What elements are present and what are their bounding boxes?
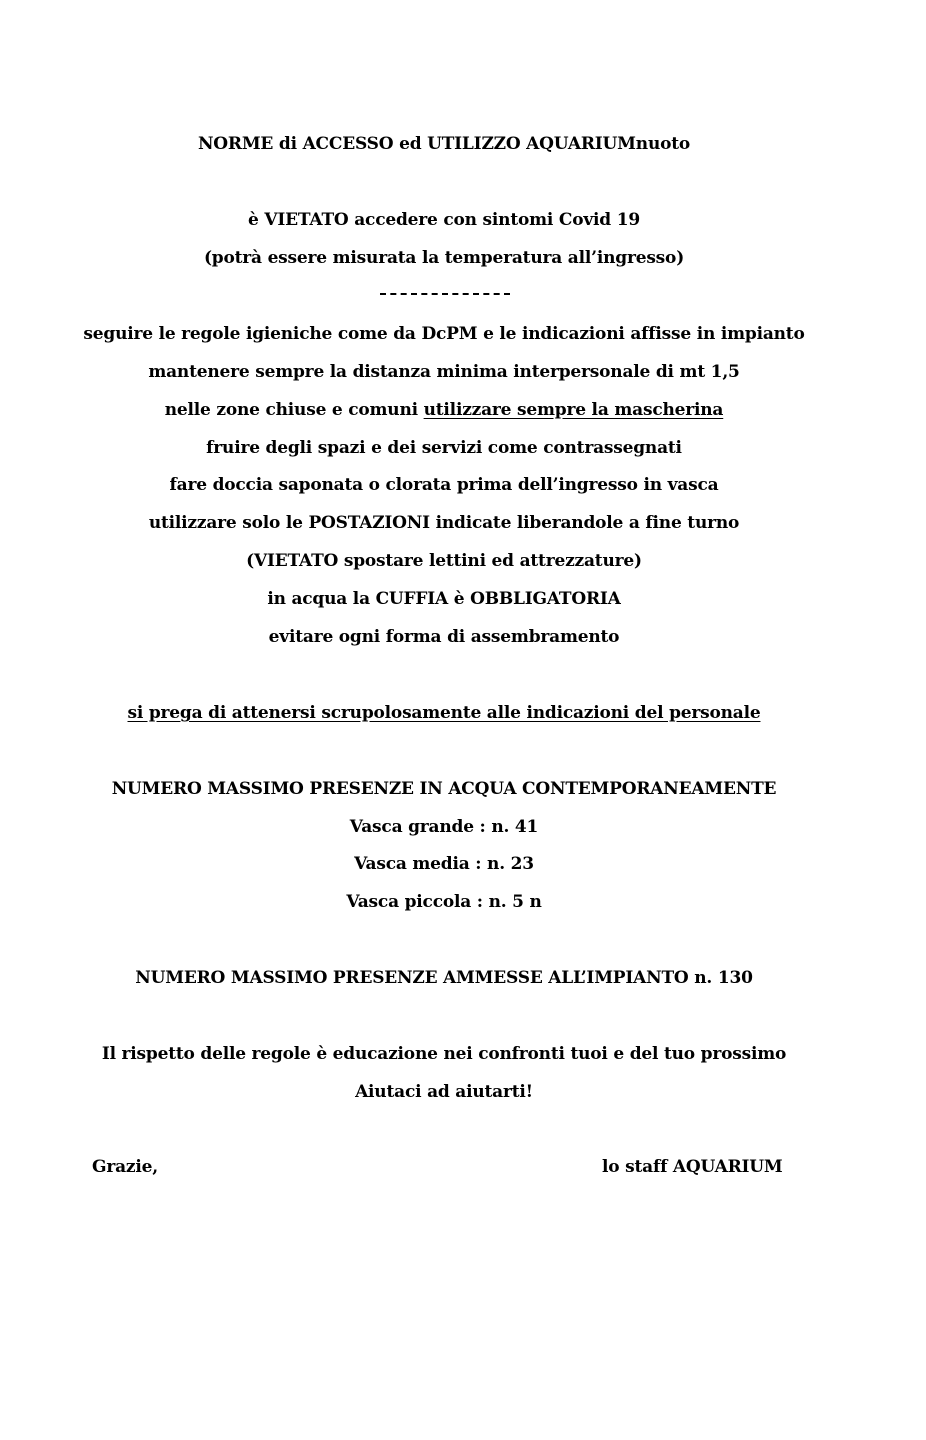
max-in-water-heading: NUMERO MASSIMO PRESENZE IN ACQUA CONTEMPORANEAMENTE (111, 779, 777, 799)
temperature-note: (potrà essere misurata la temperatura all’ingresso) (203, 248, 685, 268)
separator-dashes (380, 293, 510, 295)
covid-ban-line: è VIETATO accedere con sintomi Covid 19 (248, 210, 640, 230)
mask-rule-line (0, 399, 888, 421)
rule-line: seguire le regole igieniche come da DcPM e le indicazioni affisse in impianto (83, 324, 805, 344)
rule-line: fare doccia saponata o clorata prima dell’ingresso in vasca (169, 475, 719, 495)
help-line: Aiutaci ad aiutarti! (355, 1082, 533, 1102)
pool-capacity-large: Vasca grande : n. 41 (349, 817, 539, 837)
rule-line: mantenere sempre la distanza minima interpersonale di mt 1,5 (148, 362, 740, 382)
rule-line: utilizzare solo le POSTAZIONI indicate liberandole a fine turno (148, 513, 740, 533)
mask-rule-underlined: utilizzare sempre la mascherina (423, 400, 724, 420)
pool-capacity-medium: Vasca media : n. 23 (354, 854, 534, 874)
staff-instructions: si prega di attenersi scrupolosamente alle indicazioni del personale (127, 703, 761, 723)
rule-line: in acqua la CUFFIA è OBBLIGATORIA (267, 589, 621, 609)
thanks-text: Grazie, (92, 1157, 158, 1177)
staff-signature: lo staff AQUARIUM (602, 1157, 783, 1177)
rule-line: fruire degli spazi e dei servizi come contrassegnati (206, 438, 682, 458)
respect-line: Il rispetto delle regole è educazione nei confronti tuoi e del tuo prossimo (101, 1044, 787, 1064)
rule-line: evitare ogni forma di assembramento (268, 627, 620, 647)
rule-line: (VIETATO spostare lettini ed attrezzature) (246, 551, 642, 571)
mask-rule-prefix: nelle zone chiuse e comuni (164, 400, 424, 420)
pool-capacity-small: Vasca piccola : n. 5 n (346, 892, 542, 912)
notice-title: NORME di ACCESSO ed UTILIZZO AQUARIUMnuoto (197, 134, 691, 154)
max-facility-capacity: NUMERO MASSIMO PRESENZE AMMESSE ALL’IMPIANTO n. 130 (135, 968, 753, 988)
